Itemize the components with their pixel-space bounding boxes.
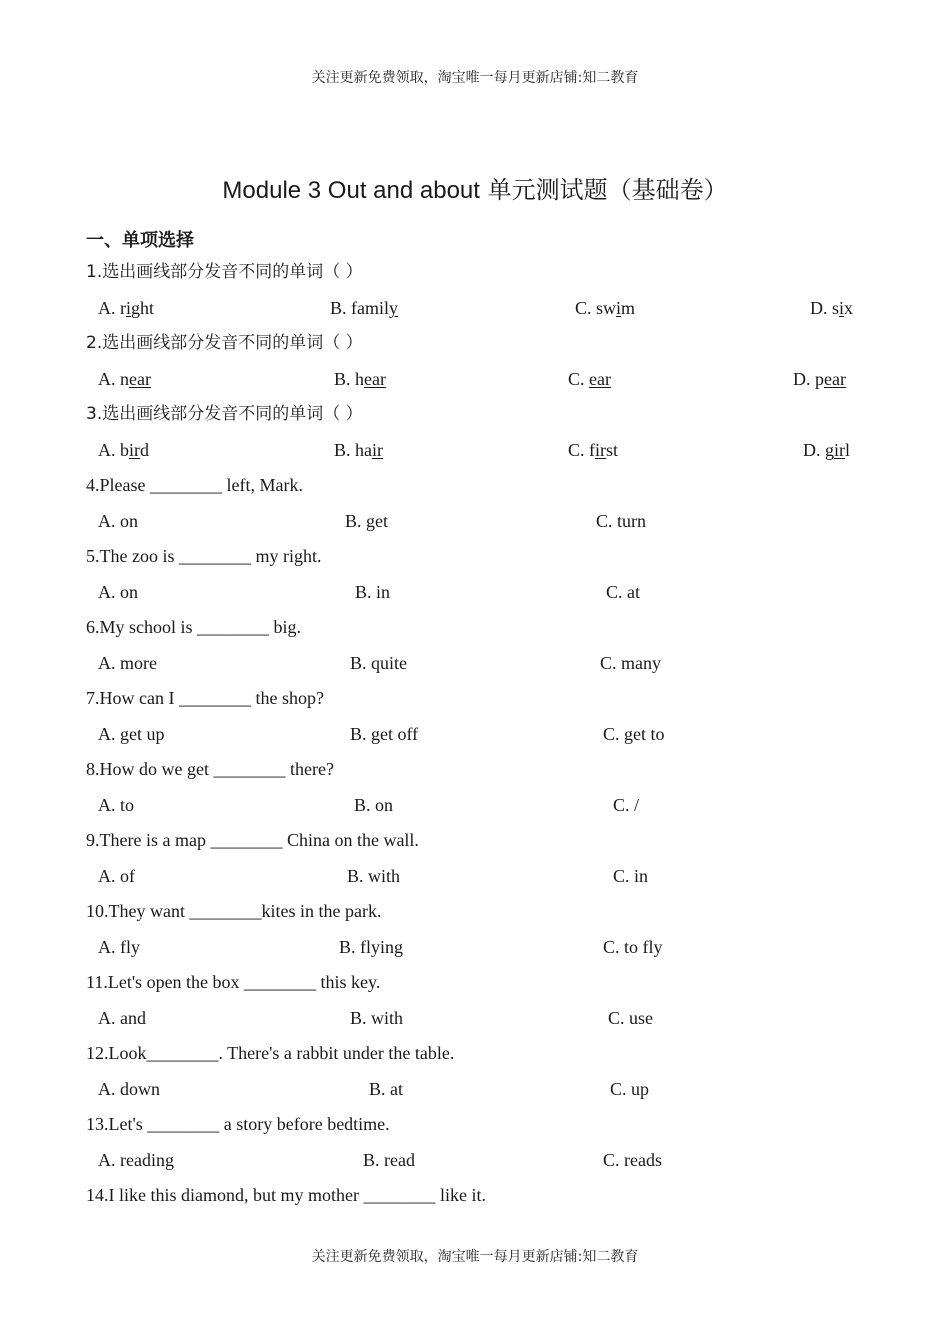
answer-option bbox=[613, 864, 648, 888]
underlined-letters: ear bbox=[824, 369, 846, 389]
answer-option bbox=[350, 651, 407, 675]
answer-option bbox=[330, 296, 398, 320]
question-stem: 1.选出画线部分发音不同的单词（ ） bbox=[86, 262, 363, 282]
underlined-letters: ir bbox=[834, 440, 845, 460]
option-text: D. p bbox=[793, 369, 824, 389]
answer-option bbox=[98, 367, 151, 391]
option-text: C. turn bbox=[596, 511, 647, 531]
underlined-letters: ir bbox=[129, 440, 140, 460]
question-stem: 10.They want ________kites in the park. bbox=[86, 901, 382, 921]
option-text: B. get bbox=[345, 511, 388, 531]
answer-option bbox=[596, 509, 646, 533]
underlined-letters: y bbox=[389, 298, 398, 318]
option-text: C. reads bbox=[603, 1150, 662, 1170]
underlined-letters: ear bbox=[129, 369, 151, 389]
option-text: C. many bbox=[600, 653, 661, 673]
answer-option bbox=[350, 1006, 403, 1030]
option-text: B. get off bbox=[350, 724, 419, 744]
answer-option bbox=[98, 1077, 160, 1101]
answer-option bbox=[98, 935, 140, 959]
option-text: C. sw bbox=[575, 298, 617, 318]
option-text: B. quite bbox=[350, 653, 407, 673]
option-text: C. / bbox=[613, 795, 640, 815]
option-text-tail: ght bbox=[131, 298, 155, 318]
option-text: A. r bbox=[98, 298, 126, 318]
answer-option bbox=[339, 935, 403, 959]
option-text-tail: x bbox=[844, 298, 854, 318]
answer-option bbox=[98, 296, 154, 320]
option-text: B. read bbox=[363, 1150, 415, 1170]
option-text: B. at bbox=[369, 1079, 403, 1099]
answer-option bbox=[793, 367, 846, 391]
option-text: A. get up bbox=[98, 724, 165, 744]
answer-option bbox=[608, 1006, 653, 1030]
answer-option bbox=[575, 296, 635, 320]
answer-option bbox=[600, 651, 661, 675]
answer-option bbox=[98, 580, 138, 604]
option-text: D. g bbox=[803, 440, 834, 460]
question-stem: 11.Let's open the box ________ this key. bbox=[86, 972, 381, 992]
option-text: A. on bbox=[98, 582, 138, 602]
option-text-tail: st bbox=[606, 440, 619, 460]
question-stem: 13.Let's ________ a story before bedtime. bbox=[86, 1114, 390, 1134]
option-text: A. b bbox=[98, 440, 129, 460]
option-text: A. reading bbox=[98, 1150, 174, 1170]
underlined-letters: i bbox=[839, 298, 845, 318]
question-stem: 3.选出画线部分发音不同的单词（ ） bbox=[86, 404, 363, 424]
answer-option bbox=[98, 864, 135, 888]
underlined-letters: i bbox=[616, 298, 622, 318]
page-header: 关注更新免费领取，淘宝唯一每月更新店铺:知二教育 bbox=[311, 70, 639, 86]
answer-option bbox=[345, 509, 388, 533]
option-text: B. famil bbox=[330, 298, 389, 318]
section-heading: 一、单项选择 bbox=[86, 230, 194, 251]
answer-option bbox=[98, 793, 134, 817]
option-text: C. use bbox=[608, 1008, 653, 1028]
option-text-tail: l bbox=[845, 440, 851, 460]
answer-option bbox=[610, 1077, 649, 1101]
answer-option bbox=[568, 438, 618, 462]
underlined-letters: ir bbox=[372, 440, 383, 460]
answer-option bbox=[603, 1148, 662, 1172]
answer-option bbox=[98, 1148, 174, 1172]
answer-option bbox=[98, 1006, 146, 1030]
answer-option bbox=[369, 1077, 403, 1101]
underlined-letters: i bbox=[126, 298, 132, 318]
question-stem: 14.I like this diamond, but my mother ________ like it. bbox=[86, 1185, 486, 1205]
question-stem: 4.Please ________ left, Mark. bbox=[86, 475, 303, 495]
option-text: B. h bbox=[334, 369, 365, 389]
answer-option bbox=[98, 722, 165, 746]
option-text: A. to bbox=[98, 795, 134, 815]
option-text: B. with bbox=[350, 1008, 404, 1028]
question-stem: 8.How do we get ________ there? bbox=[86, 759, 334, 779]
answer-option bbox=[606, 580, 640, 604]
answer-option bbox=[803, 438, 850, 462]
underlined-letters: ir bbox=[595, 440, 606, 460]
option-text: B. with bbox=[347, 866, 401, 886]
answer-option bbox=[354, 793, 393, 817]
title-chinese: 单元测试题（基础卷） bbox=[487, 176, 728, 204]
answer-option bbox=[355, 580, 390, 604]
underlined-letters: ear bbox=[589, 369, 611, 389]
option-text: A. on bbox=[98, 511, 138, 531]
answer-option bbox=[810, 296, 853, 320]
question-stem: 12.Look________. There's a rabbit under the table. bbox=[86, 1043, 455, 1063]
option-text: C. bbox=[568, 369, 590, 389]
answer-option bbox=[568, 367, 611, 391]
option-text: A. down bbox=[98, 1079, 160, 1099]
option-text: A. n bbox=[98, 369, 129, 389]
answer-option bbox=[334, 367, 386, 391]
answer-option bbox=[347, 864, 400, 888]
answer-option bbox=[603, 722, 665, 746]
option-text: C. up bbox=[610, 1079, 650, 1099]
option-text: B. ha bbox=[334, 440, 372, 460]
option-text: B. in bbox=[355, 582, 391, 602]
answer-option bbox=[98, 438, 149, 462]
option-text: C. get to bbox=[603, 724, 665, 744]
answer-option bbox=[98, 651, 157, 675]
answer-option bbox=[363, 1148, 415, 1172]
option-text-tail: m bbox=[621, 298, 636, 318]
option-text: A. of bbox=[98, 866, 135, 886]
answer-option bbox=[603, 935, 663, 959]
question-stem: 6.My school is ________ big. bbox=[86, 617, 302, 637]
option-text: C. f bbox=[568, 440, 595, 460]
option-text: B. on bbox=[354, 795, 394, 815]
title-english: Module 3 Out and about bbox=[222, 177, 480, 204]
question-stem: 2.选出画线部分发音不同的单词（ ） bbox=[86, 333, 363, 353]
option-text: D. s bbox=[810, 298, 840, 318]
option-text: C. at bbox=[606, 582, 640, 602]
page-footer: 关注更新免费领取，淘宝唯一每月更新店铺:知二教育 bbox=[311, 1249, 639, 1265]
question-stem: 7.How can I ________ the shop? bbox=[86, 688, 324, 708]
option-text: A. more bbox=[98, 653, 157, 673]
answer-option bbox=[334, 438, 383, 462]
question-stem: 5.The zoo is ________ my right. bbox=[86, 546, 322, 566]
option-text: C. in bbox=[613, 866, 649, 886]
option-text: A. fly bbox=[98, 937, 140, 957]
answer-option bbox=[98, 509, 138, 533]
option-text: A. and bbox=[98, 1008, 146, 1028]
answer-option bbox=[350, 722, 418, 746]
option-text: B. flying bbox=[339, 937, 404, 957]
page-title bbox=[0, 170, 950, 205]
question-stem: 9.There is a map ________ China on the wall. bbox=[86, 830, 419, 850]
answer-option bbox=[613, 793, 639, 817]
option-text: C. to fly bbox=[603, 937, 663, 957]
option-text-tail: d bbox=[140, 440, 149, 460]
underlined-letters: ear bbox=[364, 369, 386, 389]
